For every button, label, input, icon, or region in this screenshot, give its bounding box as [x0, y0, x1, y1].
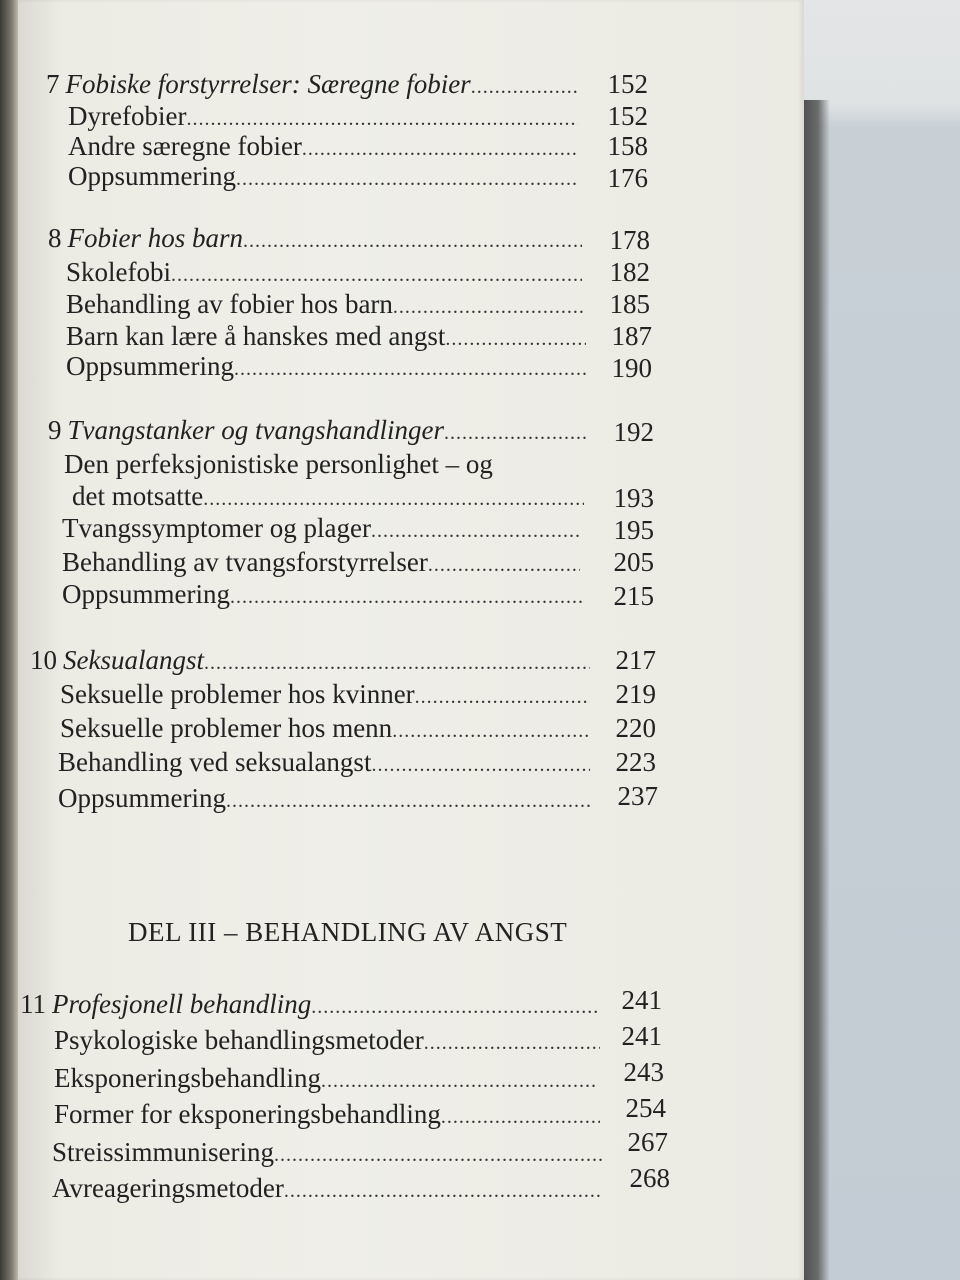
dot-leader [371, 746, 590, 781]
dot-leader [415, 678, 590, 713]
page-number: 268 [629, 1163, 670, 1193]
section-title: Skolefobi [66, 257, 171, 287]
dot-leader [274, 1136, 604, 1171]
section-title-continuation: det motsatte [72, 481, 204, 511]
dot-leader [236, 160, 576, 195]
page-number: 152 [607, 69, 648, 99]
toc-chapter-11 [20, 988, 598, 1023]
toc-section [66, 256, 582, 291]
page-number: 267 [627, 1127, 668, 1157]
chapter-title: Tvangstanker og tvangshandlinger [67, 415, 444, 445]
chapter-title: Fobiske forstyrrelser: Særegne fobier [65, 69, 471, 99]
section-title: Oppsummering [58, 783, 226, 813]
page-number: 176 [607, 163, 648, 193]
page-number: 193 [613, 483, 654, 513]
page-number: 220 [615, 713, 656, 743]
toc-section [58, 782, 592, 817]
dot-leader [428, 546, 580, 581]
page-number: 219 [615, 679, 656, 709]
page-number: 223 [615, 747, 656, 777]
chapter-number: 7 [46, 69, 60, 99]
section-title: Tvangssymptomer og plager [62, 513, 371, 543]
toc-section [68, 160, 576, 195]
section-title: Former for eksponeringsbehandling [54, 1099, 441, 1129]
toc-section [54, 1062, 598, 1097]
page-number: 178 [609, 225, 650, 255]
dot-leader [226, 782, 592, 817]
dot-leader [393, 288, 584, 323]
page-number: 215 [613, 581, 654, 611]
page-number: 158 [607, 131, 648, 161]
page-number: 217 [615, 645, 656, 675]
dot-leader [311, 988, 598, 1023]
dot-leader [444, 414, 586, 449]
toc-chapter-10 [30, 644, 590, 679]
toc-section [54, 1098, 600, 1133]
section-title: Andre særegne fobier [68, 131, 302, 161]
chapter-number: 10 [30, 645, 57, 675]
dot-leader [321, 1062, 598, 1097]
section-title: Behandling av tvangsforstyrrelser [62, 547, 428, 577]
section-title: Streissimmunisering [52, 1137, 274, 1167]
chapter-title: Seksualangst [63, 645, 204, 675]
toc-section [54, 1024, 600, 1059]
chapter-title: Profesjonell behandling [52, 989, 312, 1019]
page-number: 195 [613, 515, 654, 545]
page-number: 192 [613, 417, 654, 447]
toc-section [60, 712, 590, 747]
page-number: 205 [613, 547, 654, 577]
chapter-number: 9 [48, 415, 62, 445]
toc-section [66, 288, 584, 323]
section-title: Seksuelle problemer hos menn [60, 713, 393, 743]
dot-leader [234, 350, 586, 385]
book-edge-shadow [800, 100, 830, 1280]
dot-leader [171, 256, 582, 291]
toc-section [62, 546, 580, 581]
dot-leader [230, 578, 584, 613]
toc-section [72, 480, 584, 515]
dot-leader [243, 222, 582, 257]
toc-section [52, 1136, 604, 1171]
chapter-number: 11 [20, 989, 46, 1019]
page-number: 187 [611, 321, 652, 351]
page-number: 152 [607, 101, 648, 131]
page-number: 185 [609, 289, 650, 319]
section-title: Eksponeringsbehandling [54, 1063, 321, 1093]
page-number: 254 [625, 1093, 666, 1123]
toc-section [60, 678, 590, 713]
dot-leader [284, 1172, 600, 1207]
section-title: Psykologiske behandlingsmetoder [54, 1025, 424, 1055]
toc-section [58, 746, 590, 781]
section-title: Oppsummering [68, 161, 236, 191]
toc-section [62, 512, 580, 547]
page-number: 241 [621, 1021, 662, 1051]
page-number: 241 [621, 985, 662, 1015]
toc-section [66, 350, 586, 385]
section-title: Seksuelle problemer hos kvinner [60, 679, 415, 709]
page-number: 237 [617, 781, 658, 811]
section-title: Behandling ved seksualangst [58, 747, 372, 777]
toc-section [52, 1172, 600, 1207]
dot-leader [371, 512, 580, 547]
page-number: 243 [623, 1057, 664, 1087]
dot-leader [471, 68, 578, 103]
chapter-title: Fobier hos barn [67, 223, 243, 253]
section-title: Behandling av fobier hos barn [66, 289, 393, 319]
toc-section [62, 578, 584, 613]
section-title: Den perfeksjonistiske personlighet – og [64, 449, 493, 479]
dot-leader [424, 1024, 600, 1059]
toc-chapter-7 [46, 68, 578, 103]
page-number: 190 [611, 353, 652, 383]
toc-chapter-9 [48, 414, 586, 449]
section-title: Dyrefobier [68, 101, 187, 131]
section-title: Oppsummering [62, 579, 230, 609]
page-number: 182 [609, 257, 650, 287]
dot-leader [441, 1098, 600, 1133]
chapter-number: 8 [48, 223, 62, 253]
section-title: Avreageringsmetoder [52, 1173, 284, 1203]
section-title: Oppsummering [66, 351, 234, 381]
part-heading: DEL III – BEHANDLING AV ANGST [128, 917, 568, 947]
dot-leader [203, 480, 584, 515]
toc-chapter-8 [48, 222, 582, 257]
dot-leader [392, 712, 590, 747]
section-title: Barn kan lære å hanskes med angst [66, 321, 446, 351]
dot-leader [204, 644, 590, 679]
